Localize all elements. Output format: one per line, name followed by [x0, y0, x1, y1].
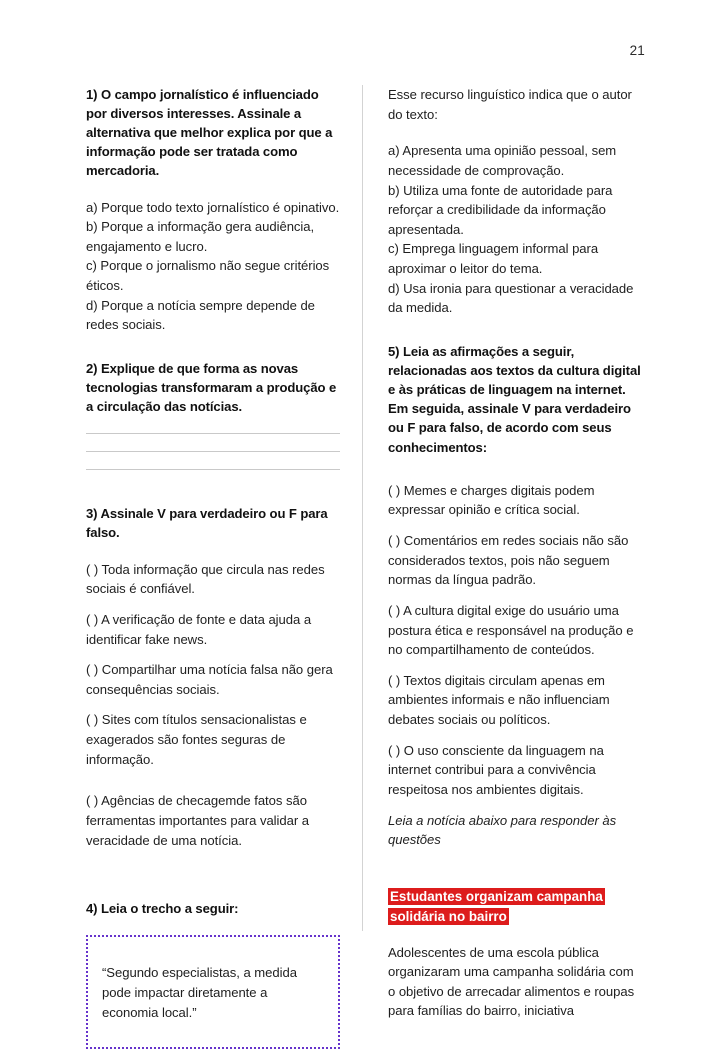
spacer — [388, 457, 642, 481]
question-3-item[interactable]: ( ) Sites com títulos sensacionalistas e exagerados são fontes seguras de informação. — [86, 712, 307, 767]
question-3-heading: 3) Assinale V para verdadeiro ou F para falso. — [86, 506, 328, 541]
news-body-text: Adolescentes de uma escola pública organizaram uma campanha solidária com o objetivo de arrecadar alimentos e roupas para famílias do bairro, iniciativa — [388, 944, 635, 1019]
spacer — [86, 861, 340, 899]
spacer — [86, 780, 340, 791]
news-reading-instruction: Leia a notícia abaixo para responder às questões — [388, 812, 617, 847]
question-4-heading: 4) Leia o trecho a seguir: — [86, 901, 239, 917]
question-4-option-b: b) Utiliza uma fonte de autoridade para reforçar a credibilidade da informação apresentada. — [388, 182, 613, 237]
spacer — [86, 487, 340, 504]
spacer — [86, 335, 340, 359]
spacer — [86, 181, 340, 198]
question-4-stem: Esse recurso linguístico indica que o autor do texto: — [388, 87, 632, 122]
quote-box-text: “Segundo especialistas, a medida pode impactar diretamente a economia local.” — [102, 965, 297, 1021]
spacer — [388, 124, 642, 141]
question-5-item[interactable]: ( ) O uso consciente da linguagem na internet contribui para a convivência respeitosa nos ambientes digitais. — [388, 742, 604, 798]
question-3-item[interactable]: ( ) Toda informação que circula nas redes sociais é confiável. — [86, 561, 325, 597]
question-5-item[interactable]: ( ) Comentários em redes sociais não são considerados textos, pois não seguem normas da língua padrão. — [388, 532, 629, 588]
question-1-option-c: c) Porque o jornalismo não segue critérios éticos. — [86, 258, 330, 294]
page-number: 21 — [629, 43, 645, 58]
question-5-item[interactable]: ( ) A cultura digital exige do usuário uma postura ética e responsável na produção e no compartilhamento de conteúdos. — [388, 602, 634, 658]
right-column — [388, 85, 642, 1021]
question-5-heading: 5) Leia as afirmações a seguir, relacionadas aos textos da cultura digital e às práticas de linguagem na internet. Em seguida, assinale V para verdadeiro ou F para falso, de acordo com seus conhecimentos: — [388, 344, 641, 455]
question-5-item[interactable]: ( ) Memes e charges digitais podem expressar opinião e crítica social. — [388, 482, 595, 518]
question-4-option-d: d) Usa ironia para questionar a veracidade da medida. — [388, 280, 634, 316]
question-2-heading: 2) Explique de que forma as novas tecnologias transformaram a produção e a circulação das notícias. — [86, 361, 337, 415]
question-1-option-b: b) Porque a informação gera audiência, engajamento e lucro. — [86, 219, 315, 254]
answer-line[interactable] — [86, 469, 340, 470]
answer-line[interactable] — [86, 433, 340, 434]
answer-line[interactable] — [86, 451, 340, 452]
column-divider — [362, 85, 363, 931]
question-3-item[interactable]: ( ) Agências de checagemde fatos são ferramentas importantes para validar a veracidade de uma notícia. — [86, 793, 309, 848]
left-column — [86, 85, 340, 1049]
spacer — [388, 800, 642, 811]
news-headline: Estudantes organizam campanha solidária no bairro — [390, 888, 603, 924]
spacer — [388, 520, 642, 531]
spacer — [388, 849, 642, 879]
spacer — [388, 590, 642, 601]
spacer — [388, 660, 642, 671]
question-1-heading: 1) O campo jornalístico é influenciado por diversos interesses. Assinale a alternativa que melhor explica por que a informação pode ser tratada como mercadoria. — [86, 87, 333, 179]
question-3-item[interactable]: ( ) Compartilhar uma notícia falsa não gera consequências sociais. — [86, 662, 333, 697]
question-3-item[interactable]: ( ) A verificação de fonte e data ajuda a identificar fake news. — [86, 611, 312, 647]
question-1-option-d: d) Porque a notícia sempre depende de redes sociais. — [86, 297, 315, 333]
news-headline-wrapper — [388, 887, 642, 927]
question-2-answer-lines[interactable] — [86, 433, 340, 470]
question-1-option-a: a) Porque todo texto jornalístico é opinativo. — [86, 199, 340, 215]
question-5-item[interactable]: ( ) Textos digitais circulam apenas em ambientes informais e não influenciam debates sociais ou políticos. — [388, 672, 610, 728]
spacer — [388, 730, 642, 741]
question-4-option-a: a) Apresenta uma opinião pessoal, sem necessidade de comprovação. — [388, 143, 617, 178]
spacer — [388, 318, 642, 342]
spacer — [86, 543, 340, 560]
quote-box — [86, 935, 340, 1049]
question-4-option-c: c) Emprega linguagem informal para aproximar o leitor do tema. — [388, 241, 599, 277]
